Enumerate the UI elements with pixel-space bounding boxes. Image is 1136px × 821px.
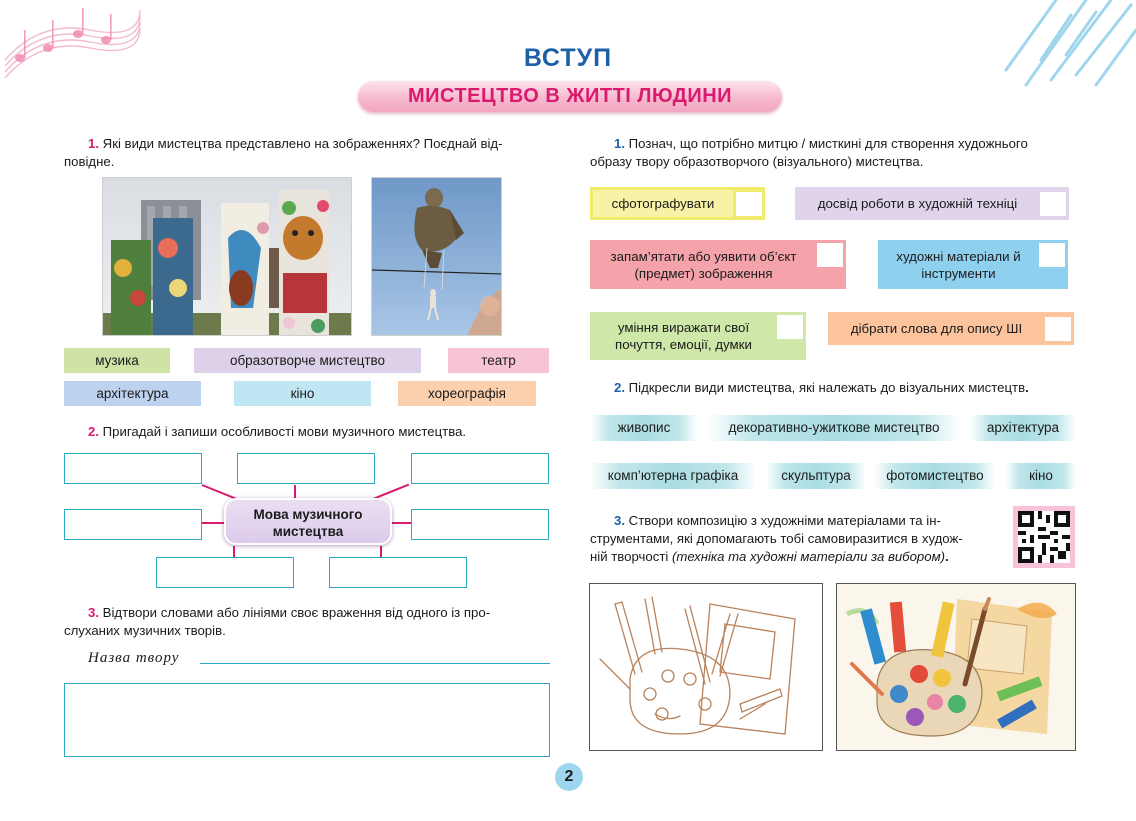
answer-box[interactable] [64,453,202,484]
task-text: Познач, що потрібно митцю / мисткині для створення художнього [628,136,1028,151]
option-label: уміння виражати свої почуття, емоції, думки [615,320,752,352]
task-text: Створи композицію з художніми матеріалами та ін- [628,513,941,528]
checkbox[interactable] [1039,243,1065,267]
task-number: 2. [614,380,625,395]
task-text: Відтвори словами або лініями своє враження від одного із про- [102,605,491,620]
answer-box[interactable] [329,557,467,588]
task-text: Підкресли види мистецтва, які належать до візуальних мистецтв [628,380,1026,395]
task-number: 3. [88,605,99,620]
sketch-drawing [589,583,823,751]
page-title: МИСТЕЦТВО В ЖИТТІ ЛЮДИНИ [358,81,782,112]
tag-architecture[interactable]: архітектура [64,381,201,406]
answer-box[interactable] [64,509,202,540]
task-text-dot: . [1025,380,1029,395]
mind-map-center [224,498,392,545]
task-text-cont: образу твору образотворчого (візуального) мистецтва. [590,154,924,169]
connector-line [202,522,224,524]
impression-answer-area[interactable] [64,683,550,757]
answer-box[interactable] [411,453,549,484]
right-task1 [590,135,1076,171]
task-note-italic: (техніка та художні матеріали за вибором) [671,549,946,564]
answer-box[interactable] [237,453,375,484]
colored-drawing [836,583,1076,751]
connector-line [392,522,411,524]
checkbox[interactable] [736,192,762,216]
option-photograph[interactable] [590,187,765,220]
tag-theatre[interactable]: театр [448,348,549,373]
section-heading: ВСТУП [523,44,613,72]
answer-box[interactable] [411,509,549,540]
option-label: художні матеріали й інструменти [896,248,1021,281]
page-number: 2 [555,763,583,791]
option-label: дібрати слова для опису ШІ [850,321,1023,336]
checkbox[interactable] [817,243,843,267]
option-remember-object[interactable] [590,240,846,289]
task-number: 2. [88,424,99,439]
right-task2 [590,379,1076,397]
visual-tag-sculpture[interactable]: скульптура [766,463,866,489]
center-label-line2: мистецтва [272,524,344,539]
suspended-figure-sculpture-photo [371,177,502,336]
tag-music[interactable]: музика [64,348,170,373]
tag-fine-art[interactable]: образотворче мистецтво [194,348,421,373]
work-title-line[interactable] [200,663,550,664]
right-task3 [590,512,1000,566]
visual-tag-decorative[interactable]: декоративно-ужиткове мистецтво [708,415,960,441]
visual-tag-architecture[interactable]: архітектура [970,415,1076,441]
task-text-cont: слуханих музичних творів. [64,623,226,638]
task-text-cont: струментами, які допомагають тобі самовиразитися в худож- [590,531,963,546]
answer-box[interactable] [156,557,294,588]
tag-choreography[interactable]: хореографія [398,381,536,406]
task-text-dot: . [945,549,949,564]
left-task1 [64,135,550,171]
left-task2 [64,423,550,441]
checkbox[interactable] [777,315,803,339]
option-label: досвід роботи в художній техніці [817,196,1018,211]
task-text-cont: повідне. [64,154,115,169]
visual-tag-photo-art[interactable]: фотомистецтво [874,463,996,489]
qr-code[interactable] [1013,506,1075,568]
task-text: Пригадай і запиши особливості мови музичного мистецтва. [102,424,467,439]
task-text-cont: ній творчості [590,549,669,564]
option-label: запам’ятати або уявити об’єкт (предмет) зображення [610,248,797,281]
option-technique-experience[interactable] [795,187,1069,220]
checkbox[interactable] [1045,317,1071,341]
task-number: 1. [88,136,99,151]
work-title-label: Назва твору [88,650,180,666]
checkbox[interactable] [1040,192,1066,216]
visual-tag-cinema[interactable]: кіно [1006,463,1076,489]
task-number: 1. [614,136,625,151]
left-task3 [64,604,550,640]
task-text: Які види мистецтва представлено на зображеннях? Поєднай від- [102,136,503,151]
option-words-ai[interactable] [828,312,1074,345]
tag-cinema[interactable]: кіно [234,381,371,406]
visual-tag-computer-graphics[interactable]: комп’ютерна графіка [590,463,756,489]
visual-tag-painting[interactable]: живопис [590,415,698,441]
painted-silos-photo [102,177,352,336]
task-number: 3. [614,513,625,528]
option-art-materials[interactable] [878,240,1068,289]
center-label-line1: Мова музичного [253,507,363,522]
option-express-feelings[interactable] [590,312,806,360]
option-label: сфотографувати [593,190,733,217]
